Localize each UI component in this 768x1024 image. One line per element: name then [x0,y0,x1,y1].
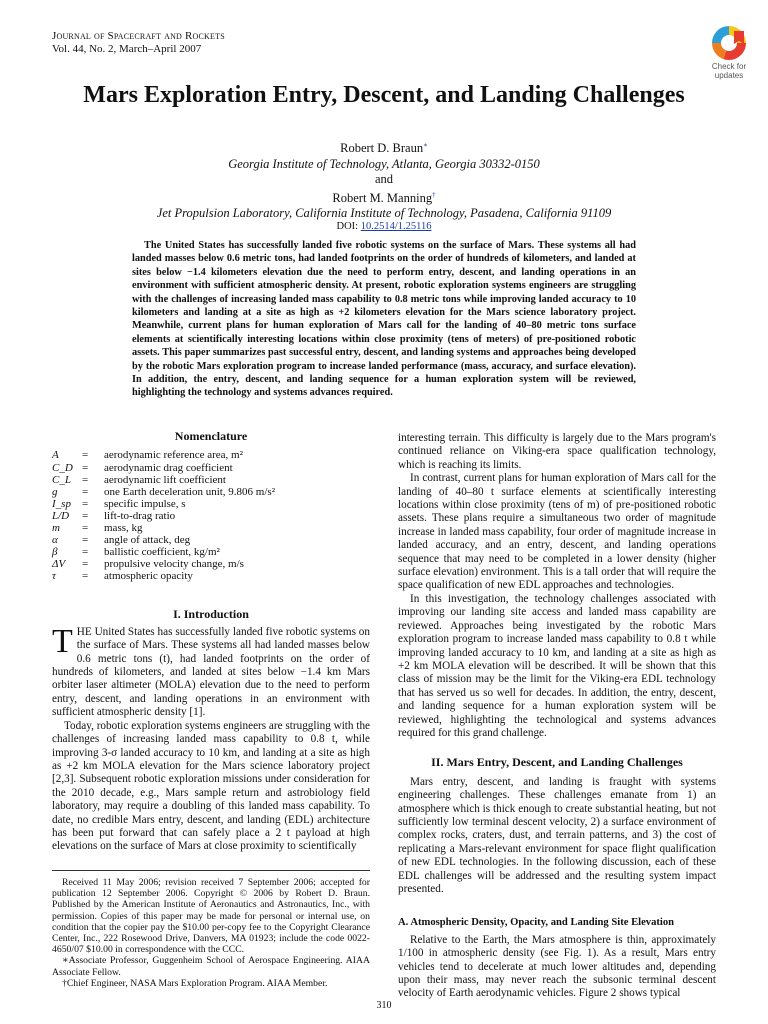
crossmark-icon [712,26,746,60]
nomenclature-def: aerodynamic drag coefficient [104,461,233,474]
author-1-name: Robert D. Braun [340,141,424,156]
nomenclature-def: lift-to-drag ratio [104,509,176,522]
author-block [0,138,768,222]
nomenclature-eq: = [82,534,89,547]
author-1 [0,138,768,157]
nomenclature-sym: L/D [52,509,70,522]
badge-line-2: updates [714,71,744,80]
nomenclature-sym: τ [52,570,56,583]
nomenclature-eq: = [82,485,89,498]
nomenclature-def: angle of attack, deg [104,534,191,547]
nomenclature-eq: = [82,497,89,510]
nomenclature-def: aerodynamic reference area, m² [104,449,243,462]
nomenclature-def: propulsive velocity change, m/s [104,558,244,571]
nomenclature-eq: = [82,449,89,462]
subsection-a-heading: A. Atmospheric Density, Opacity, and Landing Site Elevation [398,917,675,929]
volume-info: Vol. 44, No. 2, March–April 2007 [52,43,202,55]
nomenclature-def: aerodynamic lift coefficient [104,473,226,486]
nomenclature-list [52,449,370,582]
footnote-author-2: †Chief Engineer, NASA Mars Exploration Program. AIAA Member. [62,977,328,989]
footnote-author-1: ∗Associate Professor, Guggenheim School of Aerospace Engineering. AIAA Associate Fellow. [52,955,370,978]
right-paragraph-2: In this investigation, the technology challenges associated with improving our landing site access and landed mass capability are reviewed. Approaches being investigated by the robotic Mars exploration program to increase landed mass capability to 0.8 t while improving landed accuracy to 10 km, and landing at a site as high as +2 km MOLA elevation will be described. It will be shown that this class of mission may be the limit for the Viking-era EDL technology that has served us so well for decades. In addition, the entry, descent, and landing sequence for a human exploration system will be reviewed, highlighting the technological and systems advances required for this grand challenge. [398,592,716,739]
nomenclature-sym: C_L [52,473,71,486]
nomenclature-row [52,570,370,582]
nomenclature-eq: = [82,570,89,583]
check-for-updates-badge[interactable] [702,26,756,82]
page-number: 310 [376,1000,392,1011]
paper-title: Mars Exploration Entry, Descent, and Landing Challenges [83,82,685,108]
nomenclature-row [52,558,370,570]
nomenclature-sym: α [52,534,58,547]
abstract: The United States has successfully landed five robotic systems on the surface of Mars. These systems all had landed masses below 0.6 metric tons, had landed footprints on the order of hundreds of kilometers, and landed at sites below −1.4 kilometers elevation due the need to perform entry, descent, and landing operations in an environment with sufficient atmospheric density. At present, robotic exploration systems engineers are struggling with the challenges of increasing landed mass capability to 0.8 metric tons while improving landed accuracy to 10 kilometers and landing at a site as high as +2 kilometers elevation for the Mars science laboratory project. Meanwhile, current plans for human exploration of Mars call for the landing of 40–80 metric tons surface elements at scientifically interesting locations within close proximity (tens of meters) of pre-positioned robotic assets. This paper summarizes past successful entry, descent, and landing systems and approaches being developed by the robotic Mars exploration program to increase landed performance (mass, accuracy, and surface elevation). In addition, the entry, descent, and landing sequence for a human exploration system will be reviewed, highlighting the technology and systems advances required. [132,240,636,399]
footnote-received: Received 11 May 2006; revision received 7 September 2006; accepted for publication 12 September 2006. Copyright © 2006 by Robert D. Braun. Published by the American Institute of Aeronautics and Astronautics, Inc., with permission. Copies of this paper may be made for personal or internal use, on condition that the copier pay the $10.00 per-copy fee to the Copyright Clearance Center, Inc., 222 Rosewood Drive, Danvers, MA 01923; include the code 0022-4650/07 $10.00 in correspondence with the CCC. [52,877,370,956]
nomenclature-row [52,498,370,510]
intro-paragraph-1 [52,622,370,720]
right-column [398,432,716,1001]
author-2 [0,188,768,207]
doi-link[interactable]: 10.2514/1.25116 [360,221,432,232]
author-2-footnote-link[interactable]: † [432,190,436,199]
nomenclature-def: mass, kg [104,521,143,534]
doi-label: DOI: [336,221,361,232]
nomenclature-eq: = [82,521,89,534]
nomenclature-sym: ΔV [52,558,66,571]
author-1-affiliation: Georgia Institute of Technology, Atlanta, Georgia 30332-0150 [228,156,540,171]
nomenclature-eq: = [82,509,89,522]
badge-line-1: Check for [711,62,747,71]
nomenclature-sym: A [52,449,59,462]
nomenclature-row [52,546,370,558]
nomenclature-def: specific impulse, s [104,497,186,510]
nomenclature-eq: = [82,473,89,486]
nomenclature-def: ballistic coefficient, kg/m² [104,546,220,559]
nomenclature-sym: β [52,546,58,559]
intro-paragraph-2: Today, robotic exploration systems engineers are struggling with the challenges of increasing landed mass capability to 0.8 t, while improving 3-σ landed accuracy to 10 km, and landing at a site as high as +2 km MOLA elevation for the Mars science laboratory project [2,3]. Subsequent robotic exploration missions under consideration for the 2010 decade, e.g., Mars sample return and astrobiology field laboratory, may require a doubling of this landed mass capability. To date, no credible Mars entry, descent, and landing (EDL) architecture has been put forward that can safely place a 2 t payload at high elevations on the surface of Mars at close proximity to scientifically [52,719,370,853]
and-separator: and [374,172,394,187]
badge-label [702,62,756,80]
author-2-name: Robert M. Manning [332,190,433,205]
nomenclature-row [52,462,370,474]
right-paragraph-1: In contrast, current plans for human exploration of Mars call for the landing of 40–80 t surface elements at scientifically interesting locations within close proximity (tens of m) of pre-positioned robotic assets. These plans require a simultaneous two order of magnitude increase in landed mass capability, four order of magnitude increase in landed accuracy, and an entry, descent, and landing operations sequence that may need to be completed in a lower density (higher surface elevation) environment. This is a tall order that will require the space qualification of new EDL approaches and technologies. [398,472,716,592]
nomenclature-row [52,486,370,498]
introduction-heading: I. Introduction [173,607,249,622]
nomenclature-sym: I_sp [52,497,71,510]
nomenclature-row [52,510,370,522]
nomenclature-sym: m [52,521,60,534]
nomenclature-row [52,534,370,546]
right-paragraph-0: interesting terrain. This difficulty is largely due to the Mars program's continued reliance on Viking-era space qualification technology, which is reaching its limits. [398,432,716,471]
nomenclature-def: atmospheric opacity [104,570,193,583]
nomenclature-row [52,474,370,486]
subsection-a-paragraph-1: Relative to the Earth, the Mars atmosphere is thin, approximately 1/100 in atmospheric density (see Fig. 1). As a result, Mars entry vehicles tend to decelerate at much lower altitudes and, depending upon their mass, may never reach the subsonic terminal descent velocity of Earth aerodynamic vehicles. Figure 2 shows typical [398,933,716,1000]
nomenclature-eq: = [82,558,89,571]
bookmark-icon [734,31,744,44]
doi-line [0,221,768,232]
nomenclature-def: one Earth deceleration unit, 9.806 m/s² [104,485,275,498]
section-2-heading: II. Mars Entry, Descent, and Landing Challenges [431,755,683,770]
nomenclature-eq: = [82,546,89,559]
nomenclature-heading: Nomenclature [174,429,248,443]
nomenclature-sym: g [52,485,58,498]
nomenclature-sym: C_D [52,461,73,474]
left-column [52,430,370,854]
journal-name: Journal of Spacecraft and Rockets [52,30,225,42]
nomenclature-row [52,522,370,534]
footnotes [52,870,370,989]
nomenclature-eq: = [82,461,89,474]
author-1-footnote-link[interactable]: ∗ [423,141,428,149]
author-2-affiliation: Jet Propulsion Laboratory, California Institute of Technology, Pasadena, California 91109 [156,206,612,221]
section-2-paragraph-1: Mars entry, descent, and landing is fraught with systems engineering challenges. These challenges emanate from 1) an atmosphere which is thick enough to create substantial heating, but not sufficiently low terminal descent velocity, 2) a surface environment of complex rocks, craters, dust, and terrain patterns, and 3) the cost of replicating a Mars-relevant environment for space flight qualification of new EDL technologies. In the following discussion, each of these EDL challenges will be addressed and the resulting system impact presented. [398,775,716,895]
running-header [52,30,225,56]
nomenclature-row [52,449,370,461]
intro-paragraph-1-text: HE United States has successfully landed five robotic systems on the surface of Mars. These systems all had landed masses below 0.6 metric tons (t), had landed footprints on the order of hundreds of kilometers, and landed at sites below −1.4 km Mars orbiter laser altimeter (MOLA) elevation due to the need to perform entry, descent, and landing operations in an environment with sufficient atmospheric density [1]. [52,625,370,719]
drop-cap: T [52,622,73,660]
